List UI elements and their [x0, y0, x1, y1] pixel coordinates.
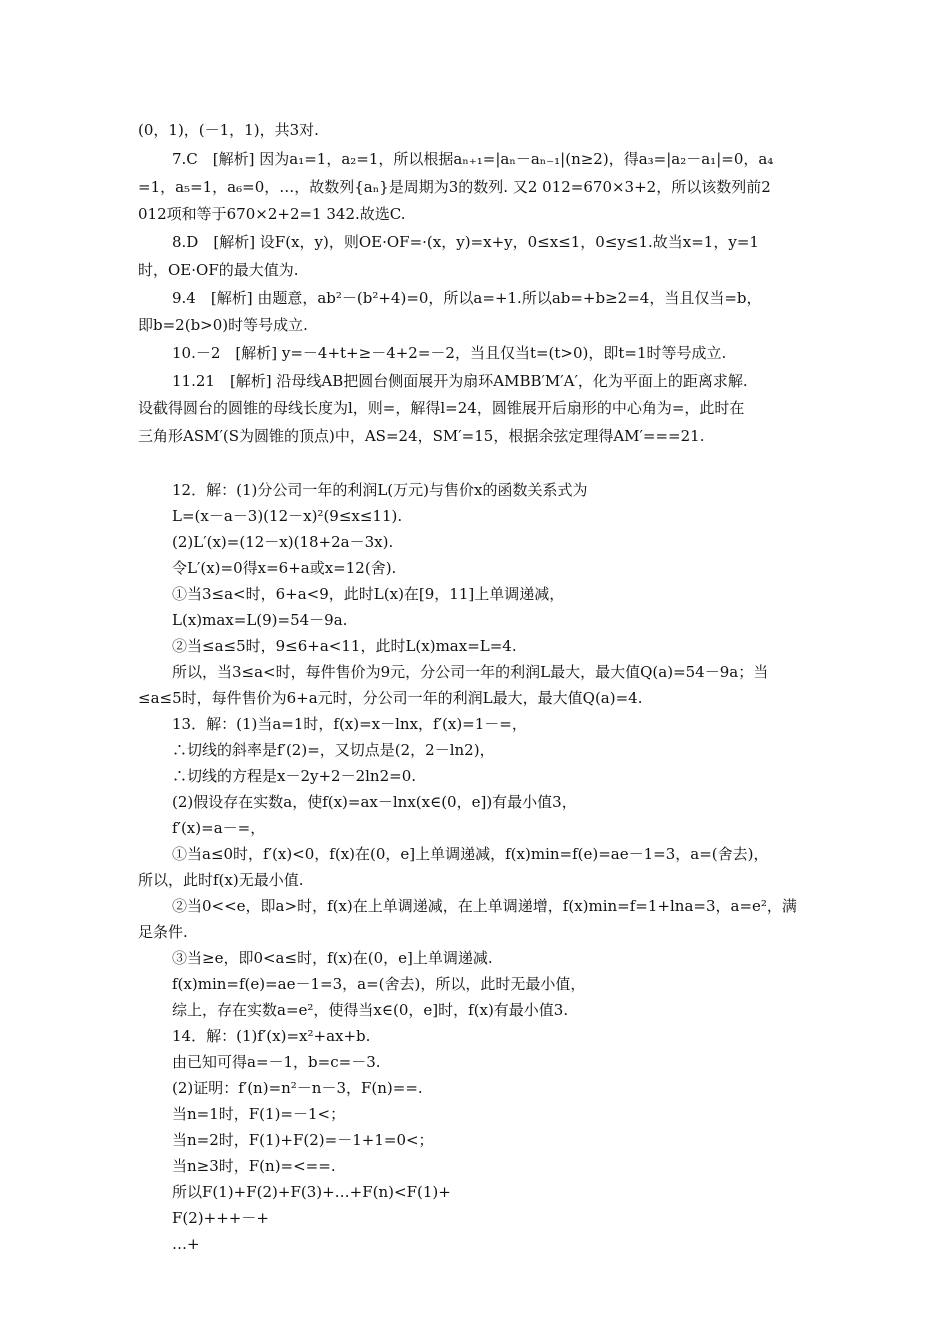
- text-line: 时，OE·OF的最大值为.: [138, 261, 299, 279]
- text-line: 8.D [解析] 设F(x，y)，则OE·OF=·(x，y)=x+y，0≤x≤1，0≤y≤1.故当x=1，y=1: [172, 233, 759, 251]
- text-line: 11.21 [解析] 沿母线AB把圆台侧面展开为扇环AMBB′M′A′，化为平面上的距离求解.: [172, 372, 748, 390]
- text-line: (2)证明：f′(n)=n²－n－3，F(n)==.: [172, 1079, 423, 1097]
- text-line: (2)L′(x)=(12－x)(18+2a－3x).: [172, 533, 394, 551]
- text-line: (0，1)，(－1，1)，共3对.: [138, 121, 319, 139]
- text-line: 13．解：(1)当a=1时，f(x)=x－lnx，f′(x)=1－=，: [172, 715, 527, 733]
- text-line: 足条件.: [138, 923, 188, 941]
- text-line: 三角形ASM′(S为圆锥的顶点)中，AS=24，SM′=15，根据余弦定理得AM′===21.: [138, 427, 705, 445]
- text-line: 012项和等于670×2+2=1 342.故选C.: [138, 205, 406, 223]
- text-line: 令L′(x)=0得x=6+a或x=12(舍).: [172, 559, 397, 577]
- text-line: ①当3≤a<时，6+a<9，此时L(x)在[9，11]上单调递减，: [172, 585, 565, 603]
- text-line: (2)假设存在实数a，使f(x)=ax－lnx(x∈(0，e])有最小值3，: [172, 793, 577, 811]
- text-line: ②当0<<e，即a>时，f(x)在上单调递减，在上单调递增，f(x)min=f=1+lna=3，a=e²，满: [172, 897, 797, 915]
- text-line: ③当≥e，即0<a≤时，f(x)在(0，e]上单调递减.: [172, 949, 493, 967]
- text-line: 9.4 [解析] 由题意，ab²－(b²+4)=0，所以a=+1.所以ab=+b≥2=4，当且仅当=b，: [172, 289, 762, 307]
- text-line: 综上，存在实数a=e²，使得当x∈(0，e]时，f(x)有最小值3.: [172, 1001, 569, 1019]
- text-line: 当n=1时，F(1)=－1<；: [172, 1105, 346, 1123]
- text-line: 7.C [解析] 因为a₁=1，a₂=1，所以根据aₙ₊₁=|aₙ－aₙ₋₁|(n≥2)，得a₃=|a₂－a₁|=0，a₄: [172, 150, 774, 168]
- text-line: =1，a₅=1，a₆=0，…，故数列{aₙ}是周期为3的数列. 又2 012=670×3+2，所以该数列前2: [138, 178, 771, 196]
- text-line: L=(x－a－3)(12－x)²(9≤x≤11).: [172, 507, 403, 525]
- text-line: 由已知可得a=－1，b=c=－3.: [172, 1053, 381, 1071]
- text-line: 即b=2(b>0)时等号成立.: [138, 316, 308, 334]
- text-line: …+: [172, 1235, 200, 1253]
- text-line: f(x)min=f(e)=ae－1=3，a=(舍去)，所以，此时无最小值，: [172, 975, 586, 993]
- text-line: L(x)max=L(9)=54－9a.: [172, 611, 348, 629]
- text-line: ∴切线的斜率是f′(2)=，又切点是(2，2－ln2)，: [172, 741, 495, 759]
- text-line: 所以F(1)+F(2)+F(3)+…+F(n)<F(1)+: [172, 1183, 451, 1201]
- text-line: 12．解：(1)分公司一年的利润L(万元)与售价x的函数关系式为: [172, 481, 588, 499]
- text-line: f′(x)=a－=，: [172, 819, 266, 837]
- text-line: ②当≤a≤5时，9≤6+a<11，此时L(x)max=L=4.: [172, 637, 517, 655]
- text-line: 所以，当3≤a<时，每件售价为9元，分公司一年的利润L最大，最大值Q(a)=54－9a；当: [172, 663, 769, 681]
- text-line: 所以，此时f(x)无最小值.: [138, 871, 304, 889]
- text-line: 14．解：(1)f′(x)=x²+ax+b.: [172, 1027, 371, 1045]
- text-line: 当n=2时，F(1)+F(2)=－1+1=0<；: [172, 1131, 434, 1149]
- text-line: ∴切线的方程是x－2y+2－2ln2=0.: [172, 767, 417, 785]
- text-line: F(2)+++－+: [172, 1209, 269, 1227]
- text-line: ≤a≤5时，每件售价为6+a元时，分公司一年的利润L最大，最大值Q(a)=4.: [138, 689, 643, 707]
- text-line: ①当a≤0时，f′(x)<0，f(x)在(0，e]上单调递减，f(x)min=f(e)=ae－1=3，a=(舍去)，: [172, 845, 769, 863]
- text-line: 10.－2 [解析] y=－4+t+≥－4+2=－2，当且仅当t=(t>0)，即t=1时等号成立.: [172, 344, 727, 362]
- text-line: 设截得圆台的圆锥的母线长度为l，则=，解得l=24，圆锥展开后扇形的中心角为=，此时在: [138, 399, 745, 417]
- text-line: 当n≥3时，F(n)=<==.: [172, 1157, 336, 1175]
